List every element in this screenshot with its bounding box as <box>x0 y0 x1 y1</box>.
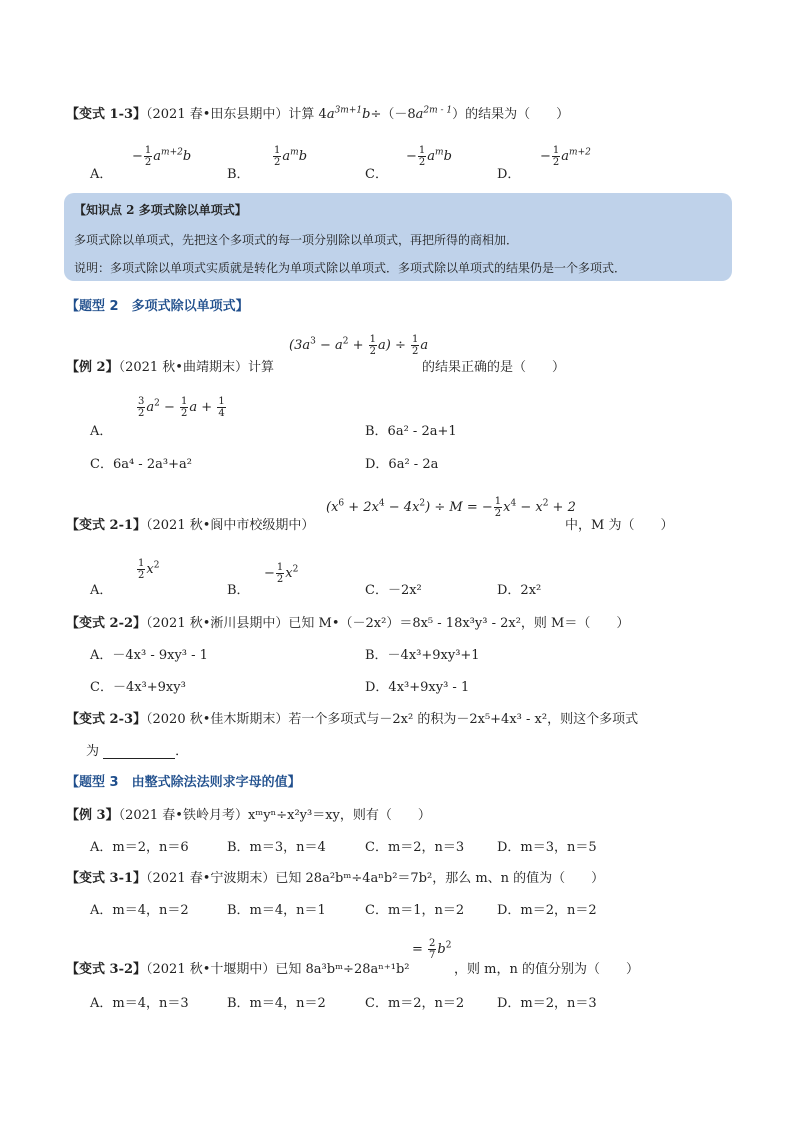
variant-2-3 <box>66 708 638 727</box>
option-a[interactable]: A．m＝2，n＝6 <box>90 840 189 855</box>
question-label: 【变式 3-2】 <box>66 962 147 977</box>
option-c[interactable]: C．6a⁴ - 2a³+a² <box>90 457 192 472</box>
option-d[interactable]: D．4x³+9xy³ - 1 <box>365 680 470 695</box>
variant-3-2 <box>66 958 409 977</box>
option-b[interactable]: B． <box>227 583 250 598</box>
option-b[interactable]: B．m＝3，n＝4 <box>227 840 326 855</box>
option-d-formula: − $\frac{1}{2}$ $a^{m+2}$ <box>540 145 591 168</box>
option-c[interactable]: C．m＝2，n＝2 <box>365 996 465 1011</box>
question-source: （2021 秋•阆中市校级期中） <box>146 518 315 533</box>
option-c[interactable]: C．m＝1，n＝2 <box>365 903 465 918</box>
option-c[interactable]: C．－4x³+9xy³ <box>90 680 186 695</box>
option-c[interactable]: C．m＝2，n＝3 <box>365 840 465 855</box>
question-text: （2021 春•宁波期末）已知 28a²bᵐ÷4aⁿb²＝7b²，那么 m、n 的值为（ ） <box>146 871 605 886</box>
answer-blank[interactable] <box>103 746 175 759</box>
question-text-post: 的结果为（ ） <box>465 107 570 122</box>
option-d[interactable]: D．6a² - 2a <box>365 457 439 472</box>
knowledge-line-1: 多项式除以单项式，先把这个多项式的每一项分别除以单项式，再把所得的商相加． <box>74 233 519 247</box>
variant-2-2 <box>66 612 629 631</box>
option-b[interactable]: B．－4x³+9xy³+1 <box>365 648 480 663</box>
option-d[interactable]: D．m＝2，n＝2 <box>497 903 597 918</box>
option-b-formula: − $\frac{1}{2}$ $x^2$ <box>264 562 299 585</box>
question-label: 【变式 3-1】 <box>66 871 147 886</box>
example-2-tail: 的结果正确的是（ ） <box>422 360 566 375</box>
option-a[interactable]: A． <box>90 583 113 598</box>
option-a-formula: $\frac{1}{2}$ $x^2$ <box>138 558 160 581</box>
example-2-formula: ($3a^3 - a^2$ + $\frac{1}{2}$ a) ÷ $\frac{1}{2}$ a <box>289 334 429 357</box>
question-label: 【例 2】 <box>66 360 119 375</box>
option-a-formula: $\frac{3}{2}$ $a^2$ − $\frac{1}{2}$ a + $\frac{1}{4}$ <box>138 396 225 419</box>
knowledge-title: 【知识点 2 多项式除以单项式】 <box>74 203 247 217</box>
variant-3-2-tail: ，则 m，n 的值分别为（ ） <box>454 962 639 977</box>
question-text-pre: 计算 4 <box>288 107 327 122</box>
example-2 <box>66 356 274 375</box>
option-a[interactable]: A．m＝4，n＝3 <box>90 996 189 1011</box>
question-text: （2020 秋•佳木斯期末）若一个多项式与－2x² 的积为－2x⁵+4x³ - x²，则这个多项式 <box>146 712 639 727</box>
option-b[interactable]: B． <box>227 167 250 182</box>
option-b-formula: $\frac{1}{2}$ $a^mb$ <box>274 145 308 168</box>
option-a[interactable]: A． <box>90 167 113 182</box>
question-label: 【变式 1-3】 <box>66 107 147 122</box>
variant-2-3-line-2: 为 ． <box>86 744 189 759</box>
question-text: （2021 春•铁岭月考）xᵐyⁿ÷x²y³＝xy，则有（ ） <box>118 808 431 823</box>
question-v1-3: 【变式 1-3】（2021 春•田东县期中）计算 $4a^{3m+1}b\div(-8a^{2m - 1})$的结果为（ ） <box>66 105 570 122</box>
option-a[interactable]: A．m＝4，n＝2 <box>90 903 189 918</box>
question-source: （2021 秋•曲靖期末）计算 <box>118 360 274 375</box>
section-heading-type-2: 【题型 2 多项式除以单项式】 <box>66 299 249 314</box>
option-d[interactable]: D．2x² <box>497 583 542 598</box>
option-c[interactable]: C．－2x² <box>365 583 422 598</box>
question-text: （2021 秋•淅川县期中）已知 M•（－2x²）＝8x⁵ - 18x³y³ - 2x²，则 M＝（ ） <box>146 616 630 631</box>
question-label: 【例 3】 <box>66 808 119 823</box>
option-d[interactable]: D． <box>497 167 521 182</box>
question-label: 【变式 2-2】 <box>66 616 147 631</box>
option-a[interactable]: A． <box>90 424 113 439</box>
option-b[interactable]: B．m＝4，n＝1 <box>227 903 326 918</box>
example-3 <box>66 804 431 823</box>
option-b[interactable]: B．m＝4，n＝2 <box>227 996 326 1011</box>
variant-2-1 <box>66 514 314 533</box>
question-text: （2021 秋•十堰期中）已知 8a³bᵐ÷28aⁿ⁺¹b² <box>146 962 410 977</box>
knowledge-line-2: 说明：多项式除以单项式实质就是转化为单项式除以单项式．多项式除以单项式的结果仍是一个多项式． <box>74 261 627 275</box>
option-c-formula: − $\frac{1}{2}$ $a^mb$ <box>406 145 452 168</box>
option-c[interactable]: C． <box>365 167 388 182</box>
variant-3-1 <box>66 867 604 886</box>
option-a[interactable]: A．－4x³ - 9xy³ - 1 <box>90 648 208 663</box>
variant-2-1-tail: 中，M 为（ ） <box>565 518 674 533</box>
option-d[interactable]: D．m＝2，n＝3 <box>497 996 597 1011</box>
question-label: 【变式 2-1】 <box>66 518 147 533</box>
question-source: （2021 春•田东县期中） <box>146 107 289 122</box>
section-heading-type-3: 【题型 3 由整式除法法则求字母的值】 <box>66 775 301 790</box>
variant-2-1-formula: $(x^6 + 2x^4 - 4x^2) \div M$ = − $\frac{1}{2}$ $x^4 - x^2 + 2$ <box>326 496 576 519</box>
knowledge-box <box>64 193 732 281</box>
formula: $a^{3m+1}b$ <box>326 105 371 122</box>
option-b[interactable]: B．6a² - 2a+1 <box>365 424 457 439</box>
option-d[interactable]: D．m＝3，n＝5 <box>497 840 597 855</box>
question-label: 【变式 2-3】 <box>66 712 147 727</box>
option-a-formula: − $\frac{1}{2}$ $a^{m+2}b$ <box>132 145 192 168</box>
variant-3-2-formula: = $\frac{2}{7}$ $b^2$ <box>412 938 452 961</box>
